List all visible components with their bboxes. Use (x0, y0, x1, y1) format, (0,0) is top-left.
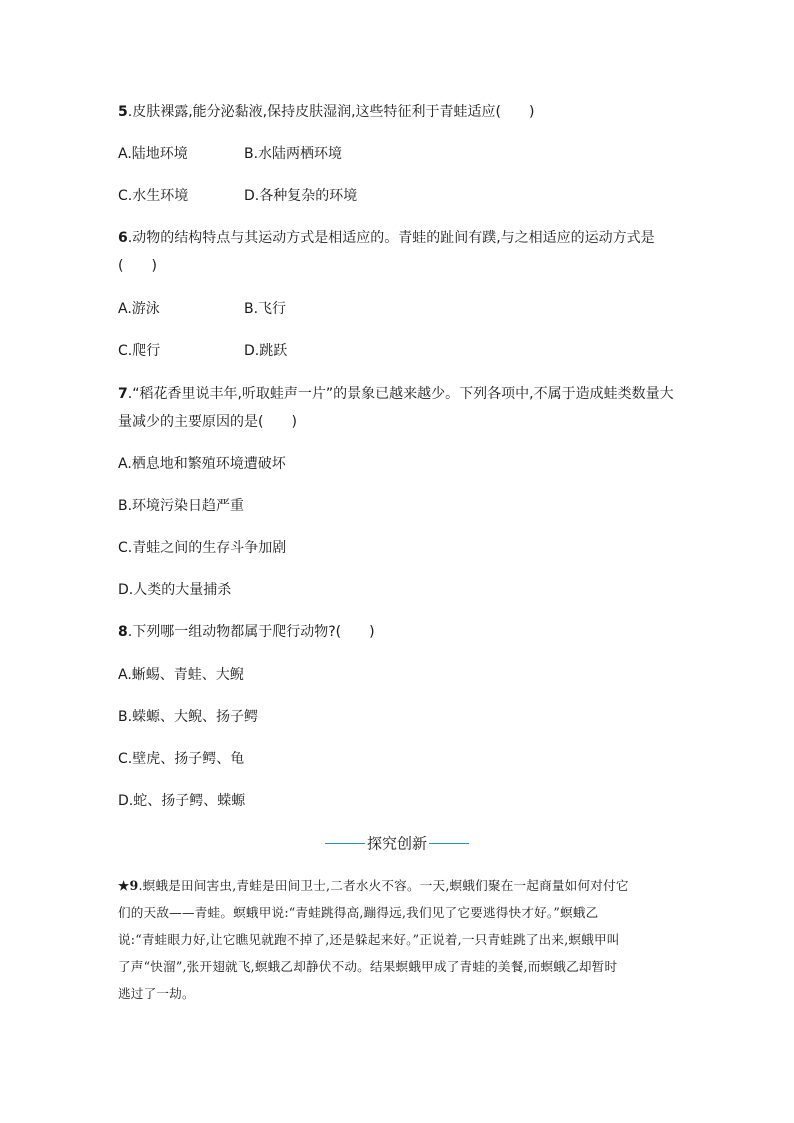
question-9-line-3 (118, 926, 680, 953)
question-7-option-b-row (118, 496, 244, 516)
question-8-option-b-row (118, 707, 258, 727)
option-a[interactable]: A.陆地环境 (118, 146, 188, 162)
question-number: 8 (118, 624, 128, 640)
question-9-line-2 (118, 899, 680, 926)
question-text-continued: 量减少的主要原因的是( ) (118, 414, 297, 430)
question-text: .“稻花香里说丰年,听取蛙声一片”的景象已越来越少。下列各项中,不属于造成蛙类数量大 (127, 386, 674, 402)
question-7-line-2 (118, 412, 297, 432)
heading-rule-left (325, 843, 365, 844)
option-d[interactable]: D.跳跃 (244, 343, 288, 359)
question-9-line-1 (118, 872, 680, 899)
question-6-options-row-1 (118, 299, 287, 319)
section-heading (0, 832, 794, 855)
answer-blank: ( ) (118, 258, 157, 274)
option-c[interactable]: C.青蛙之间的生存斗争加剧 (118, 540, 287, 556)
star-icon: ★ (118, 878, 130, 893)
paragraph-line: 说:“青蛙眼力好,让它瞧见就跑不掉了,还是躲起来好。”正说着,一只青蛙跳了出来,螟蛾甲叫 (118, 932, 620, 947)
option-a[interactable]: A.栖息地和繁殖环境遭破坏 (118, 456, 286, 472)
question-number: 6 (118, 230, 128, 246)
option-d[interactable]: D.人类的大量捕杀 (118, 582, 232, 598)
question-text: .下列哪一组动物都属于爬行动物?( ) (127, 624, 375, 640)
option-c[interactable]: C.爬行 (118, 343, 161, 359)
question-text: .动物的结构特点与其运动方式是相适应的。青蛙的趾间有蹼,与之相适应的运动方式是 (127, 230, 655, 246)
question-8-option-a-row (118, 665, 244, 685)
option-b[interactable]: B.环境污染日趋严重 (118, 498, 245, 514)
option-a[interactable]: A.蜥蜴、青蛙、大鲵 (118, 667, 244, 683)
question-8-option-c-row (118, 749, 244, 769)
question-6-line-2 (118, 256, 157, 276)
question-5-options-row-1 (118, 144, 343, 164)
paragraph-line: 们的天敌——青蛙。螟蛾甲说:“青蛙跳得高,蹦得远,我们见了它要逃得快才好。”螟蛾乙 (118, 905, 599, 920)
paragraph-line: .螟蛾是田间害虫,青蛙是田间卫士,二者水火不容。一天,螟蛾们聚在一起商量如何对付它 (138, 878, 629, 893)
heading-rule-right (429, 843, 469, 844)
question-8 (118, 622, 375, 642)
option-b[interactable]: B.蝾螈、大鲵、扬子鳄 (118, 709, 259, 725)
option-d[interactable]: D.各种复杂的环境 (244, 188, 358, 204)
option-c[interactable]: C.壁虎、扬子鳄、龟 (118, 751, 245, 767)
question-9-line-4 (118, 953, 680, 980)
question-text: .皮肤裸露,能分泌黏液,保持皮肤湿润,这些特征利于青蛙适应( ) (127, 104, 535, 120)
question-7-option-d-row (118, 580, 231, 600)
question-7-option-a-row (118, 454, 286, 474)
question-8-option-d-row (118, 791, 245, 811)
paragraph-line: 了声“快溜”,张开翅就飞,螟蛾乙却静伏不动。结果螟蛾甲成了青蛙的美餐,而螟蛾乙却暂时 (118, 959, 618, 974)
question-6-options-row-2 (118, 341, 288, 361)
question-number: 9 (129, 878, 139, 893)
question-6 (118, 228, 655, 248)
question-7 (118, 384, 674, 404)
question-7-option-c-row (118, 538, 286, 558)
option-b[interactable]: B.水陆两栖环境 (244, 146, 343, 162)
paragraph-line: 逃过了一劫。 (118, 986, 195, 1001)
question-number: 7 (118, 386, 128, 402)
option-a[interactable]: A.游泳 (118, 301, 160, 317)
option-b[interactable]: B.飞行 (244, 301, 287, 317)
question-number: 5 (118, 104, 128, 120)
question-5-options-row-2 (118, 186, 358, 206)
question-5 (118, 102, 534, 122)
option-c[interactable]: C.水生环境 (118, 188, 189, 204)
option-d[interactable]: D.蛇、扬子鳄、蝾螈 (118, 793, 246, 809)
section-title: 探究创新 (366, 834, 427, 853)
question-9-line-5 (118, 980, 680, 1007)
